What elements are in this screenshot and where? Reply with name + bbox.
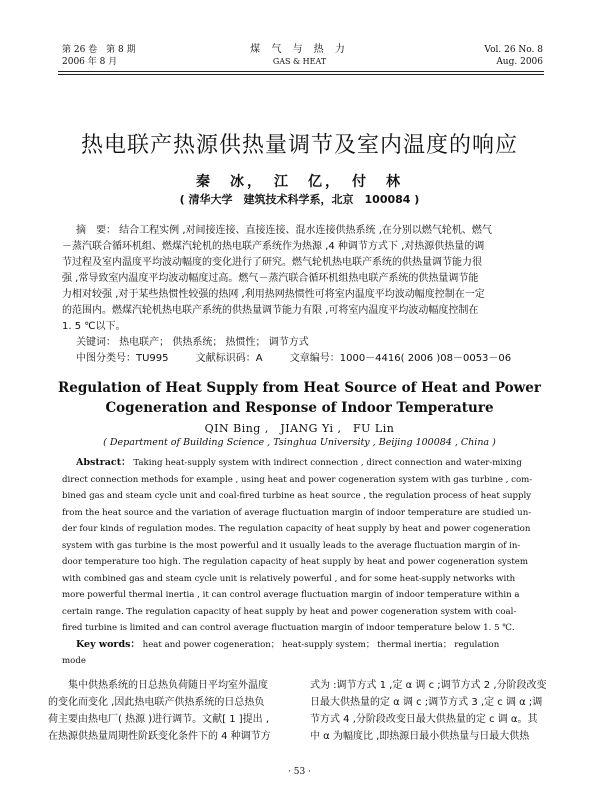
header-date: 2006 年 8 月 <box>62 57 118 67</box>
header-volume-en <box>484 44 543 68</box>
abstract-en <box>62 455 542 670</box>
body-line: 在热源供热量周期性阶跃变化条件下的 4 种调节方 <box>48 731 271 742</box>
body-column-left <box>48 677 284 745</box>
authors-cn: 秦 冰， 江 亿， 付 林 <box>196 174 403 190</box>
abstract-en-line: Taking heat-supply system with indirect connection , direct connection and water-mixing <box>130 458 522 468</box>
body-line: 日最大供热量的定 α 调 c ;调节方式 3 ,定 c 调 α ;调 <box>310 697 543 708</box>
abstract-en-line: bined gas and steam cycle unit and coal-fired turbine as heat source , the regulation process of heat supply <box>62 491 532 501</box>
paper-title-cn: 热电联产热源供热量调节及室内温度的响应 <box>80 133 518 158</box>
body-line: 式为 :调节方式 1 ,定 α 调 c ;调节方式 2 ,分阶段改变 <box>310 680 547 691</box>
body-line: 集中供热系统的日总热负荷随日平均室外温度 <box>68 680 268 691</box>
header-volume-en-line: Vol. 26 No. 8 <box>484 45 543 55</box>
affiliation-en: ( Department of Building Science , Tsinghua University , Beijing 100084 , China ) <box>103 437 496 448</box>
abstract-en-line: certain range. The regulation capacity of heat supply by heat and power cogeneration system with coal- <box>62 606 517 617</box>
doc-code: 文献标识码：A <box>195 353 263 364</box>
keywords-en-text: heat and power cogeneration； heat-supply system； thermal inertia； regulation <box>139 639 500 650</box>
page-number: · 53 · <box>288 767 311 777</box>
abstract-en-first-line <box>62 455 542 472</box>
abstract-en-line: with combined gas and steam cycle unit is relatively powerful , and for some heat-supply networks with <box>62 573 516 584</box>
header-rule <box>58 71 544 72</box>
abstract-en-line: more powerful thermal inertia , it can control average fluctuation margin of indoor temperature within a <box>62 590 520 600</box>
header-date-en: Aug. 2006 <box>496 57 543 67</box>
abstract-cn-line: 力相对较强 ,对于某些热惯性较强的热网 ,利用热网热惯性可将室内温度平均波动幅度控制在一定 <box>62 289 485 300</box>
paper-title-en-line2: Cogeneration and Response of Indoor Temperature <box>105 400 494 416</box>
body-line: 的变化而变化 ,因此热电联产供热系统的日总热负 <box>48 697 265 708</box>
authors-en: QIN Bing , JIANG Yi , FU Lin <box>204 422 395 435</box>
header-rule-second <box>58 74 544 75</box>
paper-title-en-line1: Regulation of Heat Supply from Heat Source of Heat and Power <box>58 380 541 396</box>
header-journal-cn: 煤 气 与 热 力 <box>250 44 349 55</box>
affiliation-cn: ( 清华大学 建筑技术科学系，北京 100084 ) <box>179 193 420 206</box>
abstract-cn <box>62 223 540 367</box>
abstract-cn-line: 强 ,常导致室内温度平均波动幅度过高。燃气－蒸汽联合循环机组热电联产系统的供热量调节能 <box>62 273 479 284</box>
clc-number: 中图分类号：TU995 <box>76 353 169 364</box>
abstract-en-line: der four kinds of regulation modes. The regulation capacity of heat supply by heat and power cogeneration <box>62 524 531 534</box>
abstract-cn-line: 摘 要： 结合工程实例 ,对间接连接、直接连接、混水连接供热系统 ,在分别以燃气轮机、燃气 <box>76 225 492 236</box>
abstract-cn-line: －蒸汽联合循环机组、燃煤汽轮机的热电联产系统作为热源 ,4 种调节方式下 ,对热源供热量的调 <box>62 241 485 252</box>
body-line: 中 α 为幅度比 ,即热源日最小供热量与日最大供热 <box>310 731 530 742</box>
abstract-cn-line: 1. 5 ℃以下。 <box>62 321 126 332</box>
abstract-en-line: fired turbine is limited and can control average fluctuation margin of indoor temperature below 1. 5 ℃. <box>62 623 515 633</box>
abstract-en-line: door temperature too high. The regulation capacity of heat supply by heat and power cogeneration system <box>62 557 529 567</box>
header-volume: 第 26 卷 第 8 期 <box>62 45 136 55</box>
keywords-en-continued: mode <box>62 656 86 666</box>
header-journal-en: GAS & HEAT <box>272 57 327 66</box>
abstract-cn-line: 的范围内。燃煤汽轮机热电联产系统的供热量调节能力有限 ,可将室内温度平均波动幅度控制在 <box>62 305 479 316</box>
body-line: 荷主要由热电厂( 热源 )进行调节。文献[ 1 ]提出 , <box>48 714 270 725</box>
article-number: 文章编号：1000－4416( 2006 )08－0053－06 <box>289 353 512 364</box>
body-column-right <box>310 677 550 745</box>
keywords-cn: 关键词： 热电联产； 供热系统； 热惯性； 调节方式 <box>76 337 309 348</box>
abstract-en-line: from the heat source and the variation of average fluctuation margin of indoor temperature are studied un- <box>62 507 532 518</box>
abstract-cn-line: 节过程及室内温度平均波动幅度的变化进行了研究。燃气轮机热电联产系统的供热量调节能力很 <box>62 257 482 268</box>
abstract-en-label: Abstract： <box>76 457 131 468</box>
abstract-en-line: system with gas turbine is the most powerful and it usually leads to the average fluctuation margin of in- <box>62 540 521 551</box>
classification-cn <box>62 351 540 367</box>
keywords-en-label: Key words： <box>76 638 140 650</box>
keywords-en <box>62 637 542 654</box>
body-line: 节方式 4 ,分阶段改变日最大供热量的定 c 调 α。其 <box>310 714 538 725</box>
paper-title-en <box>0 378 599 418</box>
abstract-en-line: direct connection methods for example , using heat and power cogeneration system with gas turbine , com- <box>62 474 533 485</box>
